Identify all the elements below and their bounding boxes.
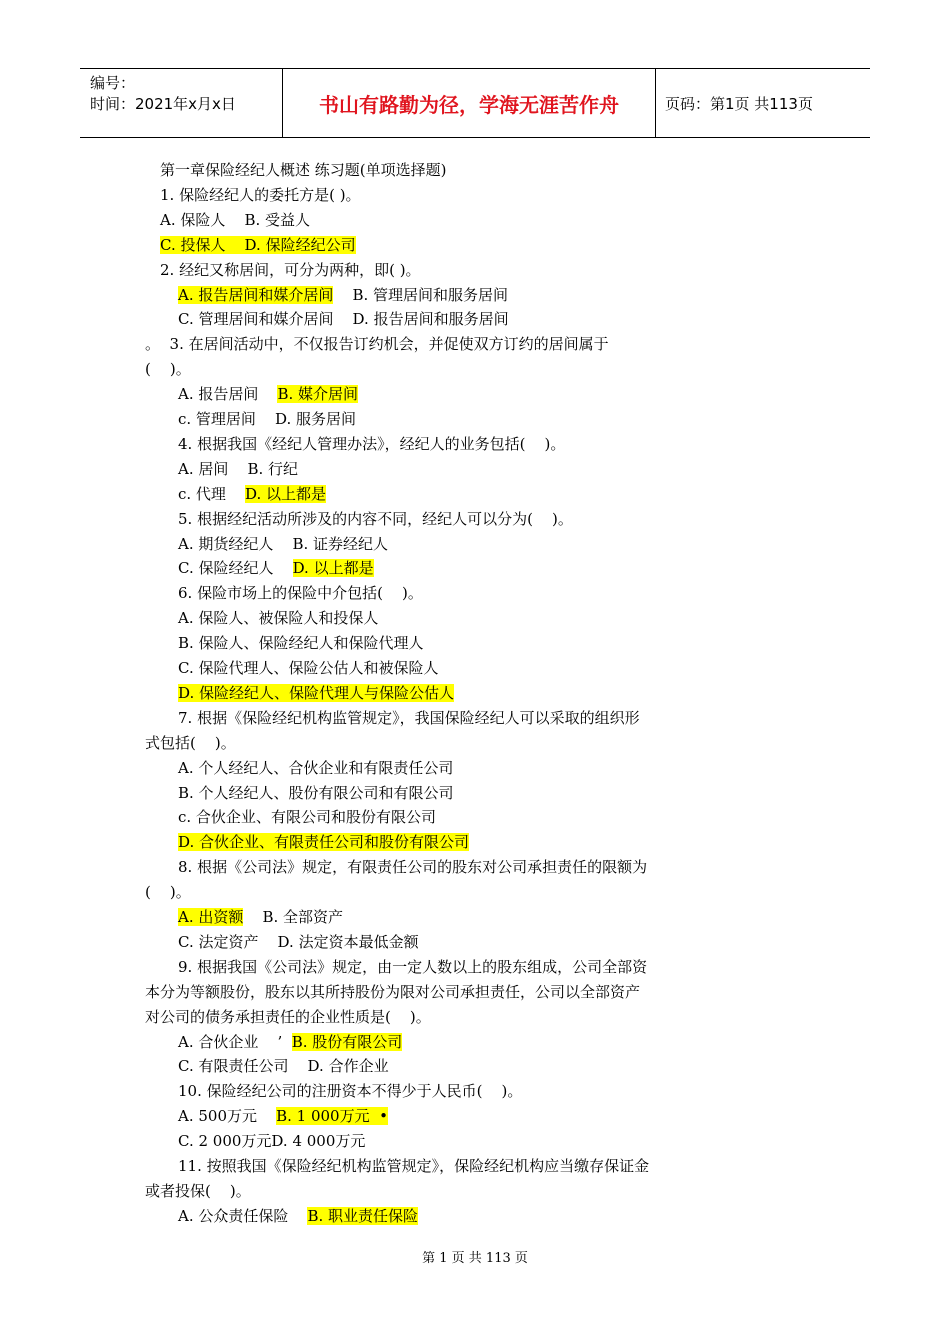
line-text: A. 合伙企业 ’ — [178, 1032, 292, 1051]
text-line — [178, 783, 454, 803]
line-text: 2. 经纪又称居间，可分为两种，即( )。 — [160, 260, 421, 279]
line-text: 对公司的债务承担责任的企业性质是( )。 — [145, 1007, 431, 1026]
text-line — [178, 309, 509, 329]
line-text: 11. 按照我国《保险经纪机构监管规定》，保险经纪机构应当缴存保证金 — [178, 1157, 650, 1175]
text-line — [178, 1056, 389, 1076]
text-line — [178, 832, 469, 852]
line-text: C. 法定资产 D. 法定资本最低金额 — [178, 932, 419, 951]
text-line — [178, 932, 419, 952]
line-text-after: B. 管理居间和服务居间 — [333, 285, 509, 304]
line-text: 6. 保险市场上的保险中介包括( )。 — [178, 584, 423, 603]
highlighted-answer: B. 股份有限公司 — [291, 1032, 403, 1051]
highlighted-answer: B. 1 000万元 • — [276, 1107, 388, 1126]
text-line — [178, 758, 453, 778]
highlighted-answer: B. 媒介居间 — [277, 385, 359, 404]
line-text: A. 报告居间 — [178, 385, 278, 404]
line-text: 7. 根据《保险经纪机构监管规定》，我国保险经纪人可以采取的组织形 — [178, 708, 640, 727]
header-divider — [282, 69, 283, 137]
text-line — [178, 434, 565, 454]
line-text: A. 期货经纪人 B. 证券经纪人 — [178, 534, 389, 553]
line-text: 5. 根据经纪活动所涉及的内容不同，经纪人可以分为( )。 — [178, 509, 573, 528]
highlighted-answer: D. 以上都是 — [245, 484, 327, 503]
text-line — [178, 708, 640, 728]
text-line — [145, 1007, 431, 1027]
line-text-after: B. 全部资产 — [243, 908, 344, 926]
text-line — [178, 957, 647, 977]
text-line — [178, 1081, 522, 1101]
number-label: 编号： — [90, 74, 136, 92]
text-line — [160, 235, 356, 255]
text-line — [160, 160, 446, 180]
text-line — [160, 185, 361, 205]
header-meta — [90, 73, 236, 115]
text-line — [178, 857, 647, 877]
line-text: C. 保险经纪人 — [178, 559, 293, 578]
page-footer: 第 1 页 共 113 页 — [422, 1251, 528, 1266]
header-page-info: 页码：第1页 共113页 — [665, 94, 813, 113]
highlighted-answer: A. 报告居间和媒介居间 — [178, 285, 334, 304]
text-line — [178, 459, 298, 479]
line-text: c. 管理居间 D. 服务居间 — [178, 410, 357, 428]
highlighted-answer: C. 投保人 D. 保险经纪公司 — [160, 235, 356, 254]
line-text: A. 500万元 — [178, 1107, 277, 1126]
text-line — [178, 534, 388, 554]
line-text: C. 2 000万元D. 4 000万元 — [178, 1132, 366, 1151]
line-text: 10. 保险经纪公司的注册资本不得少于人民币( )。 — [178, 1082, 523, 1101]
line-text: C. 管理居间和媒介居间 D. 报告居间和服务居间 — [178, 310, 509, 329]
text-line — [178, 907, 343, 927]
line-text: B. 个人经纪人、股份有限公司和有限公司 — [178, 783, 454, 802]
line-text: C. 有限责任公司 D. 合作企业 — [178, 1057, 389, 1076]
text-line — [178, 1106, 388, 1126]
text-line — [160, 260, 421, 280]
text-line — [145, 359, 191, 379]
text-line — [178, 683, 454, 703]
text-line — [145, 334, 609, 354]
line-text: ( )。 — [145, 883, 191, 902]
line-text: A. 保险人 B. 受益人 — [160, 210, 311, 229]
document-header — [80, 68, 870, 138]
line-text: c. 代理 — [178, 484, 246, 503]
text-line — [178, 1032, 402, 1052]
highlighted-answer: D. 以上都是 — [292, 559, 374, 578]
highlighted-answer: D. 合伙企业、有限责任公司和股份有限公司 — [178, 833, 470, 852]
line-text: C. 保险代理人、保险公估人和被保险人 — [178, 659, 439, 677]
text-line — [145, 1181, 251, 1201]
line-text: A. 个人经纪人、合伙企业和有限责任公司 — [178, 758, 454, 777]
line-text: A. 居间 B. 行纪 — [178, 459, 299, 478]
text-line — [178, 484, 326, 504]
line-text: 8. 根据《公司法》规定，有限责任公司的股东对公司承担责任的限额为 — [178, 858, 648, 877]
text-line — [178, 608, 378, 628]
line-text: 1. 保险经纪人的委托方是( )。 — [160, 185, 361, 204]
text-line — [178, 1206, 418, 1226]
line-text: 式包括( )。 — [145, 733, 236, 752]
text-line — [145, 733, 236, 753]
line-text: 本分为等额股份，股东以其所持股份为限对公司承担责任，公司以全部资产 — [145, 982, 641, 1001]
line-text: A. 保险人、被保险人和投保人 — [178, 609, 379, 628]
header-motto: 书山有路勤为径，学海无涯苦作舟 — [319, 92, 619, 117]
line-text: ( )。 — [145, 360, 191, 379]
text-line — [178, 807, 436, 827]
text-line — [178, 658, 438, 678]
text-line — [178, 583, 423, 603]
text-line — [178, 384, 358, 404]
text-line — [145, 882, 191, 902]
line-text: B. 保险人、保险经纪人和保险代理人 — [178, 634, 424, 653]
text-line — [178, 1156, 649, 1176]
line-text: 。 3. 在居间活动中，不仅报告订约机会，并促使双方订约的居间属于 — [145, 335, 609, 354]
line-text: A. 公众责任保险 — [178, 1206, 308, 1225]
text-line — [178, 409, 356, 429]
text-line — [178, 558, 374, 578]
highlighted-answer: A. 出资额 — [178, 908, 244, 926]
line-text: 9. 根据我国《公司法》规定，由一定人数以上的股东组成，公司全部资 — [178, 957, 648, 976]
line-text: c. 合伙企业、有限公司和股份有限公司 — [178, 808, 436, 827]
text-line — [160, 210, 310, 230]
line-text: 第一章保险经纪人概述 练习题(单项选择题) — [160, 161, 447, 179]
highlighted-answer: B. 职业责任保险 — [307, 1206, 419, 1225]
header-divider — [655, 69, 656, 137]
text-line — [178, 509, 573, 529]
text-line — [178, 633, 424, 653]
line-text: 或者投保( )。 — [145, 1181, 251, 1200]
text-line — [145, 982, 640, 1002]
line-text: 4. 根据我国《经纪人管理办法》，经纪人的业务包括( )。 — [178, 434, 566, 453]
highlighted-answer: D. 保险经纪人、保险代理人与保险公估人 — [178, 683, 455, 702]
text-line — [178, 1131, 365, 1151]
time-label: 时间：2021年x月x日 — [90, 95, 236, 113]
text-line — [178, 285, 508, 305]
